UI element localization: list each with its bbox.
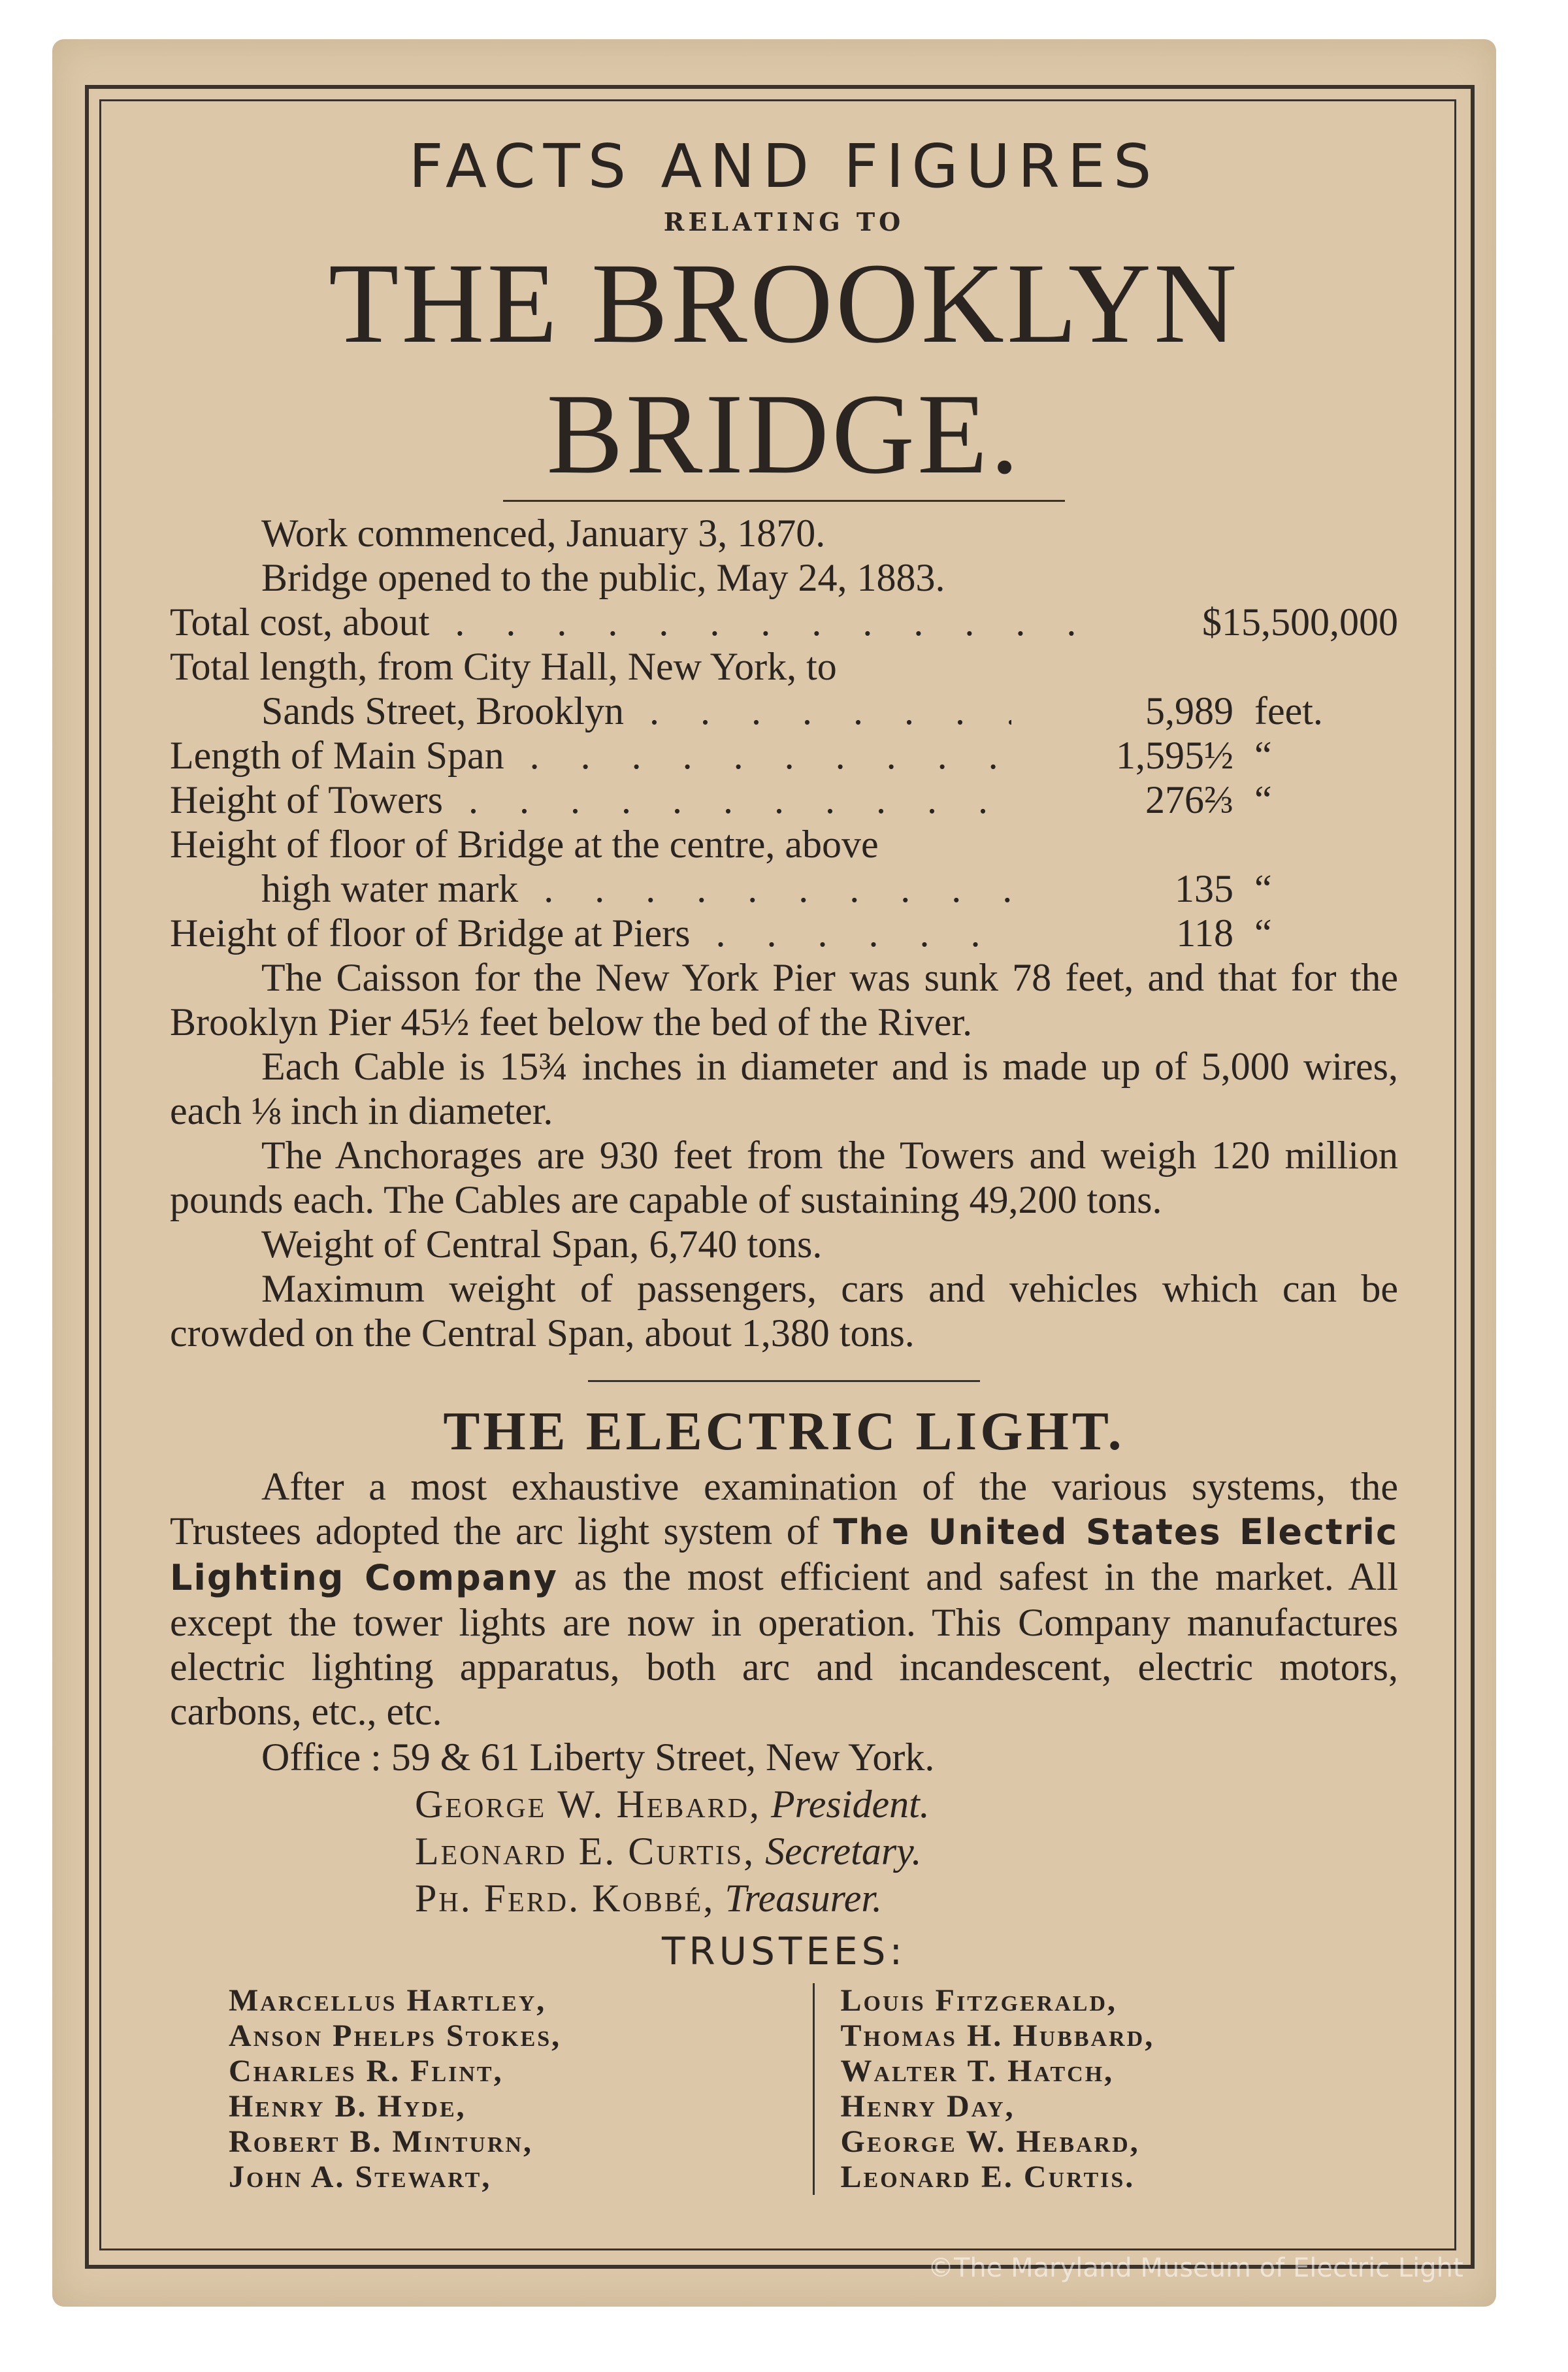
trustees-column-right <box>841 1983 1399 2195</box>
officer-role: President. <box>771 1783 930 1826</box>
towers-label: Height of Towers . . . <box>170 778 1011 822</box>
officer-role: Treasurer. <box>725 1877 883 1920</box>
towers-value: 276⅔ <box>1145 778 1233 821</box>
section-rule <box>588 1380 980 1382</box>
trustees-column-left <box>170 1983 787 2195</box>
office-address: Office : 59 & 61 Liberty Street, New York. <box>261 1736 935 1779</box>
trustee-name: John A. Stewart, <box>229 2160 492 2194</box>
cost-value: $15,500,000 <box>1202 601 1398 644</box>
work-commenced: Work commenced, January 3, 1870. <box>261 512 826 555</box>
paragraph-maximum: Maximum weight of passengers, cars and vehicles which can be crowded on the Central Span, about 1,380 tons. <box>170 1267 1398 1355</box>
trustee-name: Thomas H. Hubbard, <box>840 2018 1155 2053</box>
trustee-name: Marcellus Hartley, <box>229 1983 547 2018</box>
trustee-name: Leonard E. Curtis. <box>840 2160 1135 2194</box>
trustees-list <box>170 1983 1398 2195</box>
museum-watermark: ©The Maryland Museum of Electric Light <box>928 2253 1463 2283</box>
trustee-name: Henry Day, <box>840 2089 1015 2124</box>
paragraph-electric-light <box>170 1464 1398 1734</box>
paragraph-anchorages: The Anchorages are 930 feet from the Towers and weigh 120 million pounds each. The Cables are capable of sustaining 49,200 tons. <box>170 1134 1398 1221</box>
floor-centre-label: high water mark . . . <box>261 866 1011 911</box>
main-span-label: Length of Main Span . . . <box>170 733 1011 778</box>
trustees-divider <box>813 1983 815 2195</box>
trustee-name: Robert B. Minturn, <box>229 2124 533 2159</box>
electric-light-heading: THE ELECTRIC LIGHT. <box>443 1401 1125 1462</box>
main-span-value: 1,595½ <box>1116 734 1233 777</box>
company-name: The United States Electric Lighting Company <box>170 1511 1398 1598</box>
officer-name: George W. Hebard, <box>415 1783 762 1826</box>
floor-centre-label-line1: Height of floor of Bridge at the centre, above <box>170 823 879 866</box>
paragraph-weight: Weight of Central Span, 6,740 tons. <box>261 1223 823 1266</box>
trustee-name: Charles R. Flint, <box>229 2054 504 2088</box>
electric-text-b: as the most efficient and safest in the market. All except the tower lights are now in operation. This Company manufactures electric lighting apparatus, both arc and incandescent, electric motors, carbons, etc., etc. <box>170 1555 1398 1733</box>
bridge-opened: Bridge opened to the public, May 24, 1883. <box>261 556 945 599</box>
floor-centre-unit: “ <box>1254 867 1272 910</box>
fact-row-towers <box>170 778 1398 822</box>
facts-list <box>170 511 1398 955</box>
officer-secretary <box>170 1828 1398 1875</box>
title-brooklyn-bridge: THE BROOKLYN BRIDGE. <box>328 240 1240 498</box>
trustee-name: Walter T. Hatch, <box>840 2054 1115 2088</box>
electric-text-a: After a most exhaustive examination of the various systems, the Trustees adopted the arc light system of <box>170 1465 1398 1553</box>
floor-piers-label: Height of floor of Bridge at Piers . . . <box>170 911 1011 955</box>
trustee-name: Henry B. Hyde, <box>229 2089 466 2124</box>
officer-name: Ph. Ferd. Kobbé, <box>415 1877 715 1920</box>
fact-row-cost <box>170 600 1398 644</box>
floor-piers-value: 118 <box>1176 912 1233 955</box>
card-content <box>170 127 1398 2195</box>
towers-unit: “ <box>1254 778 1272 821</box>
title-relating-to: RELATING TO <box>663 207 905 237</box>
fact-row-floor-piers <box>170 911 1398 955</box>
trustee-name: Anson Phelps Stokes, <box>229 2018 562 2053</box>
officer-president <box>170 1781 1398 1828</box>
floor-centre-value: 135 <box>1175 867 1233 910</box>
fact-row-length <box>170 689 1398 733</box>
length-unit: feet. <box>1254 689 1323 733</box>
paragraph-cable: Each Cable is 15¾ inches in diameter and is made up of 5,000 wires, each ⅛ inch in diameter. <box>170 1045 1398 1132</box>
trustees-heading: TRUSTEES: <box>661 1929 907 1973</box>
fact-row-main-span <box>170 733 1398 778</box>
officer-role: Secretary. <box>765 1830 922 1873</box>
trustee-name: George W. Hebard, <box>840 2124 1140 2159</box>
cost-label: Total cost, about . . . <box>170 600 1098 644</box>
length-label-line1: Total length, from City Hall, New York, to <box>170 645 837 688</box>
length-label: Sands Street, Brooklyn . . . <box>261 689 1011 733</box>
floor-piers-unit: “ <box>1254 912 1272 955</box>
length-value: 5,989 <box>1145 689 1233 733</box>
officer-treasurer <box>170 1875 1398 1922</box>
main-span-unit: “ <box>1254 734 1272 777</box>
title-rule <box>503 500 1065 502</box>
paragraph-caisson: The Caisson for the New York Pier was sunk 78 feet, and that for the Brooklyn Pier 45½ feet below the bed of the River. <box>170 956 1398 1044</box>
trustee-name: Louis Fitzgerald, <box>840 1983 1118 2018</box>
title-facts-and-figures: FACTS AND FIGURES <box>408 131 1160 201</box>
officer-name: Leonard E. Curtis, <box>415 1830 756 1873</box>
fact-row-floor-centre <box>170 866 1398 911</box>
